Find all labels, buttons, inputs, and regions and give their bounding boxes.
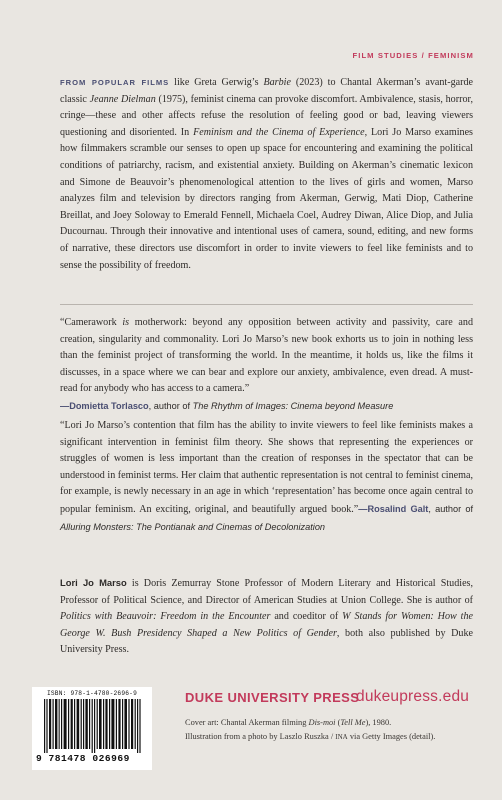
quote-attribution	[60, 401, 393, 411]
bio-text: is Doris Zemurray Stone Professor of Modern Literary and Historical Studies, Professor of Political Science, and Director of American Studies at Union College. She is author of	[60, 578, 474, 606]
divider	[60, 304, 473, 305]
endorser-work: Alluring Monsters: The Pontianak and Cinemas of Decolonization	[60, 521, 326, 532]
endorsement-galt	[60, 418, 473, 536]
cover-credits	[185, 716, 475, 744]
barcode-icon	[44, 699, 144, 753]
film-title: Jeanne Dielman	[89, 93, 156, 105]
publisher-name: DUKE UNIVERSITY PRESS	[185, 690, 360, 705]
film-title: Dis-moi	[308, 718, 336, 727]
isbn-label: ISBN: 978-1-4780-2696-9	[46, 690, 137, 697]
description-text: (1975), feminist cinema can provoke discomfort. Ambivalence, stasis, horror, cringe—these and other affects refuse the resolution of feeling good or bad, leaving viewers questioning and disoriented. In	[60, 93, 473, 138]
credit-text: via Getty Images (detail).	[347, 731, 436, 741]
author-name: Lori Jo Marso	[60, 577, 127, 588]
endorser-name: —Domietta Torlasco	[60, 400, 149, 411]
endorsement-torlasco	[60, 315, 473, 416]
credit-text: Illustration from a photo by Laszlo Ruszka /	[185, 731, 336, 741]
book-title: W Stands for Women: How the George W. Bush Presidency Shaped a New Politics of Gender	[60, 611, 473, 639]
description-text: , Lori Jo Marso examines how filmmakers scramble our senses to open up space for encountering and examining the political conditions of patriarchy, racism, and existential anxiety. Building on Akerman’s cinematic lexicon and Simone de Beauvoir’s phenomenological attention to the lives of girls and women, Marso analyzes film and television by directors ranging from Akerman, Gerwig, Mati Diop, Catherine Breillat, and Joey Soloway to Emerald Fennell, Michaela Coel, Audrey Diwan, Alice Diop, and Julia Ducournau. Through their innovative and intentional uses of camera, sound, editing, and new forms of narrative, these directors use discomfort in order to invite viewers to feel like feminists and to sense the possibility of freedom.	[60, 126, 473, 271]
quote-text: “Camerawork	[60, 317, 123, 328]
film-title: Barbie	[263, 77, 291, 88]
description-lead: FROM POPULAR FILMS	[60, 78, 170, 87]
book-description	[60, 75, 473, 274]
book-title: Politics with Beauvoir: Freedom in the Encounter	[60, 611, 271, 623]
author-bio	[60, 575, 473, 659]
description-text: like Greta Gerwig’s	[169, 77, 264, 88]
credit-text: INA	[335, 732, 348, 741]
film-title: Tell Me	[340, 718, 366, 727]
quote-text: “Lori Jo Marso’s contention that film has the ability to invite viewers to feel like feminists makes a significant intervention in feminist film theory. She shows that representing the experiences or struggles of women is less important than the creation of responses in the spectator that can be understood in feminist terms. Her claim that authentic representation is not central to feminist cinema, for example, is newly necessary in an age in which ‘representation’ has become once again central to popular feminism. An exciting, original, and beautifully argued book.”	[60, 420, 473, 515]
quote-emphasis: is	[122, 317, 130, 328]
isbn-barcode	[32, 687, 152, 770]
bio-text: , both also published by Duke University Press.	[60, 627, 473, 656]
description-text: (2023) to Chantal Akerman’s avant-garde classic	[60, 77, 474, 105]
endorser-work: The Rhythm of Images: Cinema beyond Measure	[192, 400, 394, 411]
credit-text: Cover art: Chantal Akerman filming	[185, 718, 309, 727]
endorser-role: , author of	[148, 400, 193, 411]
credit-text: (	[335, 718, 341, 727]
bio-text: and coeditor of	[270, 611, 343, 623]
isbn-digits: 9 781478 026969	[36, 753, 130, 764]
category-label: FILM STUDIES / FEMINISM	[352, 51, 474, 60]
endorser-role: , author of	[428, 503, 473, 514]
book-title: Feminism and the Cinema of Experience	[193, 126, 365, 138]
publisher-website[interactable]: dukeupress.edu	[356, 688, 470, 705]
endorser-name: —Rosalind Galt	[358, 503, 429, 514]
credit-text: ), 1980.	[365, 718, 392, 727]
quote-text: motherwork: beyond any opposition between activity and passivity, care and creation, singularity and commonality. Lori Jo Marso’s new book exhorts us to join in nothing less than the feminist project of transforming the world. In the meantime, it holds us, like the films it discusses, in a space where we can bear and explore our anxiety, ambivalence, even dread. A must-read for anybody who has access to a camera.”	[60, 317, 473, 395]
